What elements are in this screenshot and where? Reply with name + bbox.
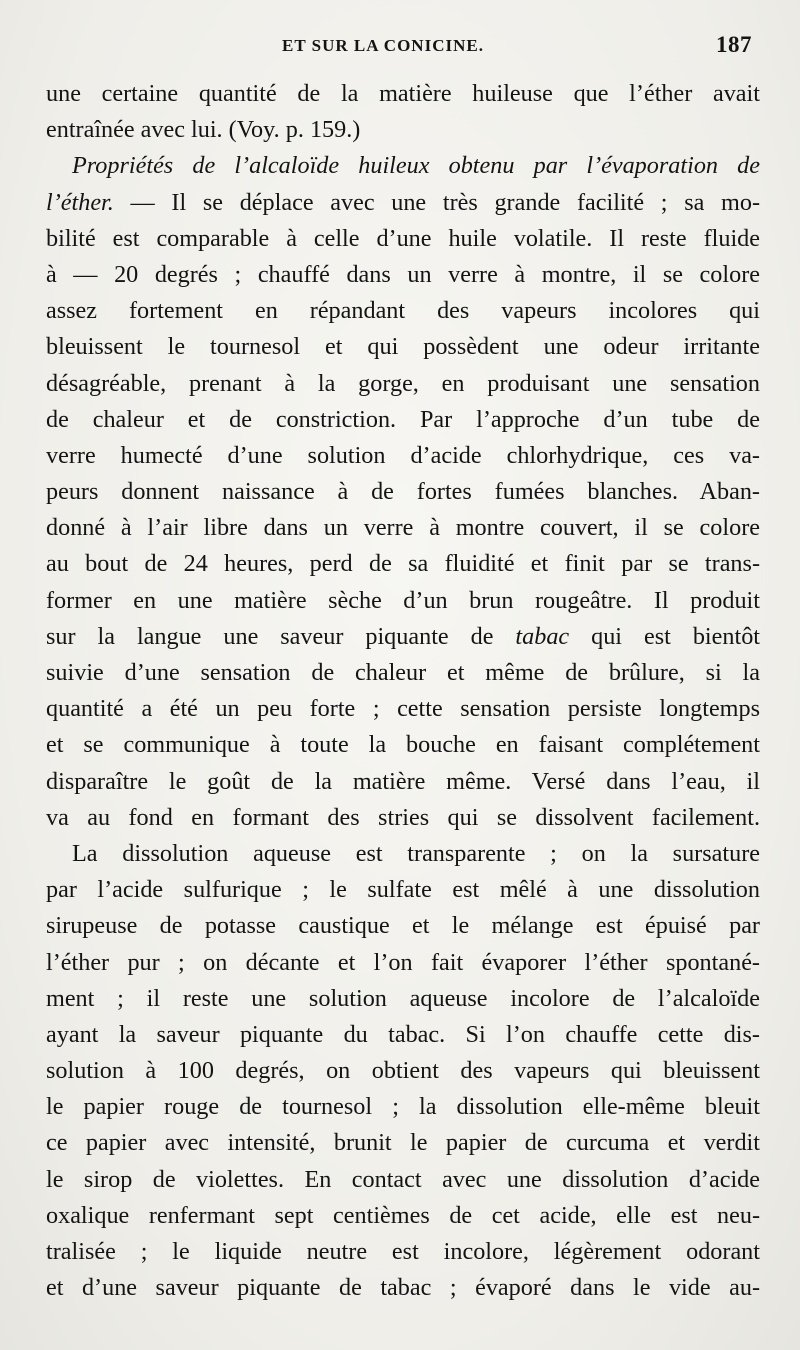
text-line — [46, 221, 760, 257]
text-segment: ayant la saveur piquante du tabac. Si l’on chauffe cette dis- — [46, 1020, 760, 1048]
text-line — [46, 148, 760, 184]
text-segment: sur la langue une saveur piquante de — [46, 622, 516, 650]
text-line — [46, 836, 760, 872]
text-line — [46, 655, 760, 691]
text-segment: oxalique renfermant sept centièmes de cet acide, elle est neu- — [46, 1201, 760, 1229]
text-line — [46, 727, 760, 763]
text-line — [46, 402, 760, 438]
text-line — [46, 329, 760, 365]
text-line — [46, 872, 760, 908]
text-segment: former en une matière sèche d’un brun rougeâtre. Il produit — [46, 586, 760, 614]
page-header — [270, 32, 752, 64]
text-segment: sirupeuse de potasse caustique et le mélange est épuisé par — [46, 912, 760, 940]
text-segment: va au fond en formant des stries qui se dissolvent facilement. — [46, 803, 760, 831]
text-line — [46, 438, 760, 474]
text-segment: bilité est comparable à celle d’une huile volatile. Il reste fluide — [46, 224, 760, 252]
text-line — [46, 257, 760, 293]
text-segment: par l’acide sulfurique ; le sulfate est mêlé à une dissolution — [46, 876, 760, 904]
text-segment: et se communique à toute la bouche en faisant complétement — [46, 731, 760, 759]
text-segment: bleuissent le tournesol et qui possèdent une odeur irritante — [46, 333, 760, 361]
text-segment: à — 20 degrés ; chauffé dans un verre à montre, il se colore — [46, 260, 760, 288]
text-segment: l’éther pur ; on décante et l’on fait évaporer l’éther spontané- — [46, 948, 760, 976]
text-segment: et d’une saveur piquante de tabac ; évaporé dans le vide au- — [46, 1274, 760, 1302]
text-line — [46, 1053, 760, 1089]
text-segment: qui est bientôt — [569, 622, 761, 650]
text-segment: le papier rouge de tournesol ; la dissolution elle-même bleuit — [46, 1093, 760, 1121]
text-segment: de chaleur et de constriction. Par l’approche d’un tube de — [46, 405, 760, 433]
text-line — [46, 764, 760, 800]
text-line — [46, 1198, 760, 1234]
text-line — [46, 1017, 760, 1053]
text-segment: ce papier avec intensité, brunit le papier de curcuma et verdit — [46, 1129, 760, 1157]
text-line — [46, 1125, 760, 1161]
text-line — [46, 546, 760, 582]
text-line — [46, 981, 760, 1017]
text-line — [46, 1234, 760, 1270]
text-line — [46, 800, 760, 836]
text-line — [46, 366, 760, 402]
text-line — [46, 185, 760, 221]
text-segment: une certaine quantité de la matière huileuse que l’éther avait — [46, 80, 760, 107]
text-segment: quantité a été un peu forte ; cette sensation persiste longtemps — [46, 695, 760, 723]
text-segment: peurs donnent naissance à de fortes fumées blanches. Aban- — [46, 478, 760, 506]
text-segment: La dissolution aqueuse est transparente ; on la sursature — [72, 839, 760, 867]
text-line — [46, 474, 760, 510]
italic-text: tabac — [515, 622, 570, 650]
text-line — [46, 583, 760, 619]
text-line — [46, 510, 760, 546]
text-segment: ment ; il reste une solution aqueuse incolore de l’alcaloïde — [46, 984, 760, 1012]
text-segment: au bout de 24 heures, perd de sa fluidité et finit par se trans- — [46, 550, 760, 578]
text-segment: désagréable, prenant à la gorge, en produisant une sensation — [46, 369, 760, 397]
text-line — [46, 112, 760, 148]
text-line — [46, 619, 760, 655]
text-line — [46, 1089, 760, 1125]
text-segment: solution à 100 degrés, on obtient des vapeurs qui bleuissent — [46, 1057, 760, 1085]
italic-text: Propriétés de l’alcaloïde huileux obtenu par l’évaporation de — [72, 152, 760, 180]
page-number: 187 — [716, 32, 752, 57]
body-text — [46, 76, 760, 1306]
text-segment: le sirop de violettes. En contact avec une dissolution d’acide — [46, 1165, 760, 1193]
text-segment: disparaître le goût de la matière même. Versé dans l’eau, il — [46, 767, 760, 795]
text-line — [46, 908, 760, 944]
text-segment: tralisée ; le liquide neutre est incolore, légèrement odorant — [46, 1238, 760, 1265]
text-line — [46, 1270, 760, 1306]
text-line — [46, 293, 760, 329]
italic-text: l’éther. — [46, 188, 114, 216]
text-line — [46, 691, 760, 727]
text-segment: — Il se déplace avec une très grande facilité ; sa mo- — [113, 188, 760, 216]
text-segment: entraînée avec lui. (Voy. p. 159.) — [46, 116, 361, 144]
text-segment: suivie d’une sensation de chaleur et même de brûlure, si la — [46, 659, 760, 686]
text-line — [46, 76, 760, 112]
running-title: ET SUR LA CONICINE. — [282, 36, 484, 55]
text-line — [46, 945, 760, 981]
text-segment: assez fortement en répandant des vapeurs incolores qui — [46, 297, 760, 325]
text-line — [46, 1162, 760, 1198]
text-segment: verre humecté d’une solution d’acide chlorhydrique, ces va- — [46, 441, 760, 469]
text-segment: donné à l’air libre dans un verre à montre couvert, il se colore — [46, 514, 760, 542]
